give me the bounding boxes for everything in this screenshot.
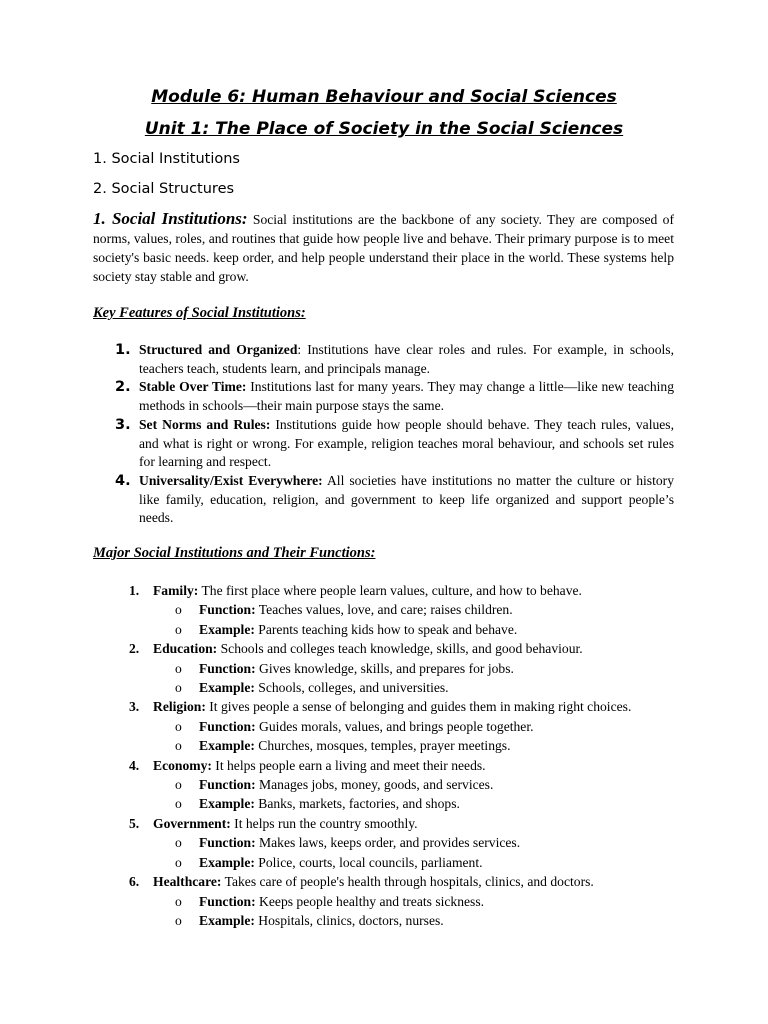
function-text: Manages jobs, money, goods, and services. <box>255 777 494 793</box>
feature-text: Institutions have clear roles and rules. For example, in schools, teachers teach, students learn, and principals manage. <box>139 342 674 376</box>
example-text: Parents teaching kids how to speak and behave. <box>254 621 518 637</box>
institution-text: Takes care of people's health through hospitals, clinics, and doctors. <box>221 874 594 890</box>
example-line <box>93 620 683 639</box>
feature-separator: : <box>297 342 302 357</box>
function-text: Makes laws, keeps order, and provides services. <box>255 835 521 851</box>
feature-number: 3. <box>115 416 131 433</box>
example-label: Example: <box>199 912 255 928</box>
intro-text: Social institutions are the backbone of any society. They are composed of norms, values, roles, and routines that guide how people live and behave. Their primary purpose is to meet society's basic needs. keep order, and help people understand their place in the world. These systems help society stay stable and grow. <box>93 212 674 284</box>
feature-number: 2. <box>115 379 131 396</box>
function-text: Keeps people healthy and treats sickness. <box>255 893 485 909</box>
institution-number: 4. <box>129 757 140 773</box>
function-label: Function: <box>199 835 256 851</box>
function-line <box>93 892 683 911</box>
function-label: Function: <box>199 602 256 618</box>
institution-number: 5. <box>129 815 140 831</box>
institution-name: Economy: <box>153 757 212 773</box>
institution-item <box>93 756 683 775</box>
institution-name: Religion: <box>153 699 206 715</box>
institution-item <box>93 697 683 716</box>
key-features-heading: Key Features of Social Institutions: <box>93 305 306 321</box>
example-line <box>93 794 683 813</box>
function-line <box>93 833 683 852</box>
example-label: Example: <box>199 621 255 637</box>
institution-number: 3. <box>129 699 140 715</box>
institution-item <box>93 581 683 600</box>
feature-number: 1. <box>115 342 131 358</box>
institution-text: Schools and colleges teach knowledge, skills, and good behaviour. <box>217 641 583 657</box>
example-text: Hospitals, clinics, doctors, nurses. <box>254 912 444 928</box>
feature-item <box>93 378 674 415</box>
unit-title: Unit 1: The Place of Society in the Social Sciences <box>144 119 624 139</box>
institution-number: 6. <box>129 874 140 890</box>
major-institutions-heading: Major Social Institutions and Their Functions: <box>93 545 376 561</box>
feature-item <box>93 472 674 528</box>
institution-item <box>93 814 683 833</box>
institution-number: 1. <box>129 583 140 598</box>
key-features-list <box>93 341 674 528</box>
institution-name: Education: <box>153 641 218 657</box>
bullet: o <box>175 621 182 637</box>
feature-number: 4. <box>115 472 131 489</box>
example-line <box>93 911 683 930</box>
function-label: Function: <box>199 660 256 676</box>
institution-text: It gives people a sense of belonging and guides them in making right choices. <box>205 699 632 715</box>
example-label: Example: <box>199 680 255 696</box>
toc-item: 1. Social Institutions <box>93 151 240 167</box>
feature-text: All societies have institutions no matter the culture or history like family, education, religion, and government to keep life organized and support people’s needs. <box>139 472 674 526</box>
bullet: o <box>175 738 182 754</box>
function-line <box>93 600 683 619</box>
institution-name: Healthcare: <box>153 874 222 890</box>
function-text: Guides morals, values, and brings people together. <box>255 718 534 734</box>
feature-item <box>93 416 674 472</box>
function-text: Gives knowledge, skills, and prepares for jobs. <box>255 660 514 676</box>
example-label: Example: <box>199 796 255 812</box>
function-line <box>93 775 683 794</box>
feature-text: Institutions guide how people should behave. They teach rules, values, and what is right or wrong. For example, religion teaches moral behaviour, and schools set rules for learning and respect. <box>139 416 674 470</box>
intro-lead: 1. Social Institutions: <box>93 209 248 228</box>
bullet: o <box>175 718 182 734</box>
bullet: o <box>175 777 182 793</box>
institution-text: It helps run the country smoothly. <box>230 815 418 831</box>
feature-term: Structured and Organized <box>139 342 298 357</box>
bullet: o <box>175 602 182 618</box>
bullet: o <box>175 893 182 909</box>
example-label: Example: <box>199 738 255 754</box>
institution-item <box>93 639 683 658</box>
function-text: Teaches values, love, and care; raises children. <box>255 602 513 618</box>
feature-term: Universality/Exist Everywhere: <box>139 472 323 488</box>
feature-term: Stable Over Time: <box>139 379 247 395</box>
institution-text: The first place where people learn values, culture, and how to behave. <box>198 583 582 598</box>
bullet: o <box>175 835 182 851</box>
function-line <box>93 717 683 736</box>
institution-item <box>93 872 683 891</box>
example-line <box>93 853 683 872</box>
example-line <box>93 736 683 755</box>
example-label: Example: <box>199 854 255 870</box>
bullet: o <box>175 912 182 928</box>
feature-term: Set Norms and Rules: <box>139 416 271 432</box>
toc-item: 2. Social Structures <box>93 181 235 197</box>
example-text: Churches, mosques, temples, prayer meetings. <box>254 738 511 754</box>
major-institutions-list <box>93 581 683 930</box>
example-line <box>93 678 683 697</box>
feature-item <box>93 341 674 378</box>
example-text: Police, courts, local councils, parliament. <box>254 854 483 870</box>
function-label: Function: <box>199 777 256 793</box>
bullet: o <box>175 660 182 676</box>
intro-paragraph <box>93 209 674 286</box>
institution-number: 2. <box>129 641 140 657</box>
institution-text: It helps people earn a living and meet their needs. <box>211 757 486 773</box>
institution-name: Family: <box>153 583 199 598</box>
function-label: Function: <box>199 893 256 909</box>
function-label: Function: <box>199 718 256 734</box>
bullet: o <box>175 680 182 696</box>
institution-name: Government: <box>153 815 231 831</box>
bullet: o <box>175 854 182 870</box>
module-title: Module 6: Human Behaviour and Social Sciences <box>151 87 617 107</box>
feature-text: Institutions last for many years. They may change a little—like new teaching methods in schools—their main purpose stays the same. <box>139 379 674 414</box>
function-line <box>93 659 683 678</box>
example-text: Schools, colleges, and universities. <box>254 680 449 696</box>
bullet: o <box>175 796 182 812</box>
example-text: Banks, markets, factories, and shops. <box>254 796 460 812</box>
